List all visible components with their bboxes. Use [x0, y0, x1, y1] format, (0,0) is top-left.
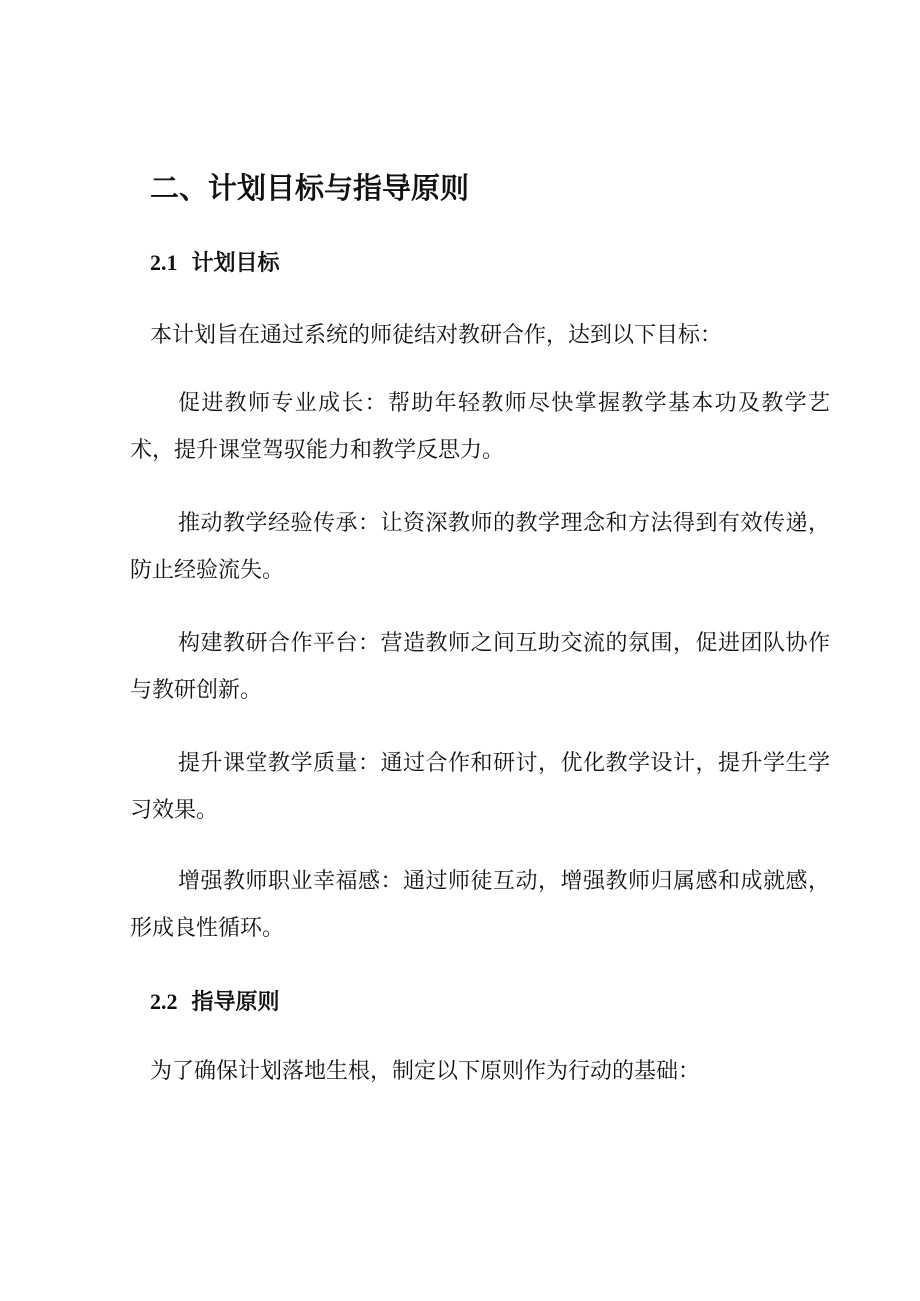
- section-title: 二、计划目标与指导原则: [150, 171, 470, 205]
- goal-item-5: 增强教师职业幸福感：通过师徒互动，增强教师归属感和成就感，形成良性循环。: [130, 869, 830, 941]
- goals-heading-number: 2.1: [150, 250, 178, 275]
- goal-item-2: 推动教学经验传承：让资深教师的教学理念和方法得到有效传递，防止经验流失。: [130, 511, 830, 583]
- goals-intro: 本计划旨在通过系统的师徒结对教研合作，达到以下目标：: [150, 323, 723, 348]
- principles-intro: 为了确保计划落地生根，制定以下原则作为行动的基础：: [150, 1059, 701, 1084]
- goals-heading: [150, 246, 280, 277]
- goal-item-3: 构建教研合作平台：营造教师之间互助交流的氛围，促进团队协作与教研创新。: [130, 631, 830, 703]
- goals-heading-text: 计划目标: [191, 251, 280, 276]
- goal-item-4: 提升课堂教学质量：通过合作和研讨，优化教学设计，提升学生学习效果。: [130, 751, 830, 823]
- principles-heading-text: 指导原则: [191, 990, 280, 1015]
- principles-heading-number: 2.2: [150, 989, 178, 1014]
- goal-item-1: 促进教师专业成长：帮助年轻教师尽快掌握教学基本功及教学艺术，提升课堂驾驭能力和教学反思力。: [130, 391, 830, 463]
- principles-heading: [150, 985, 280, 1016]
